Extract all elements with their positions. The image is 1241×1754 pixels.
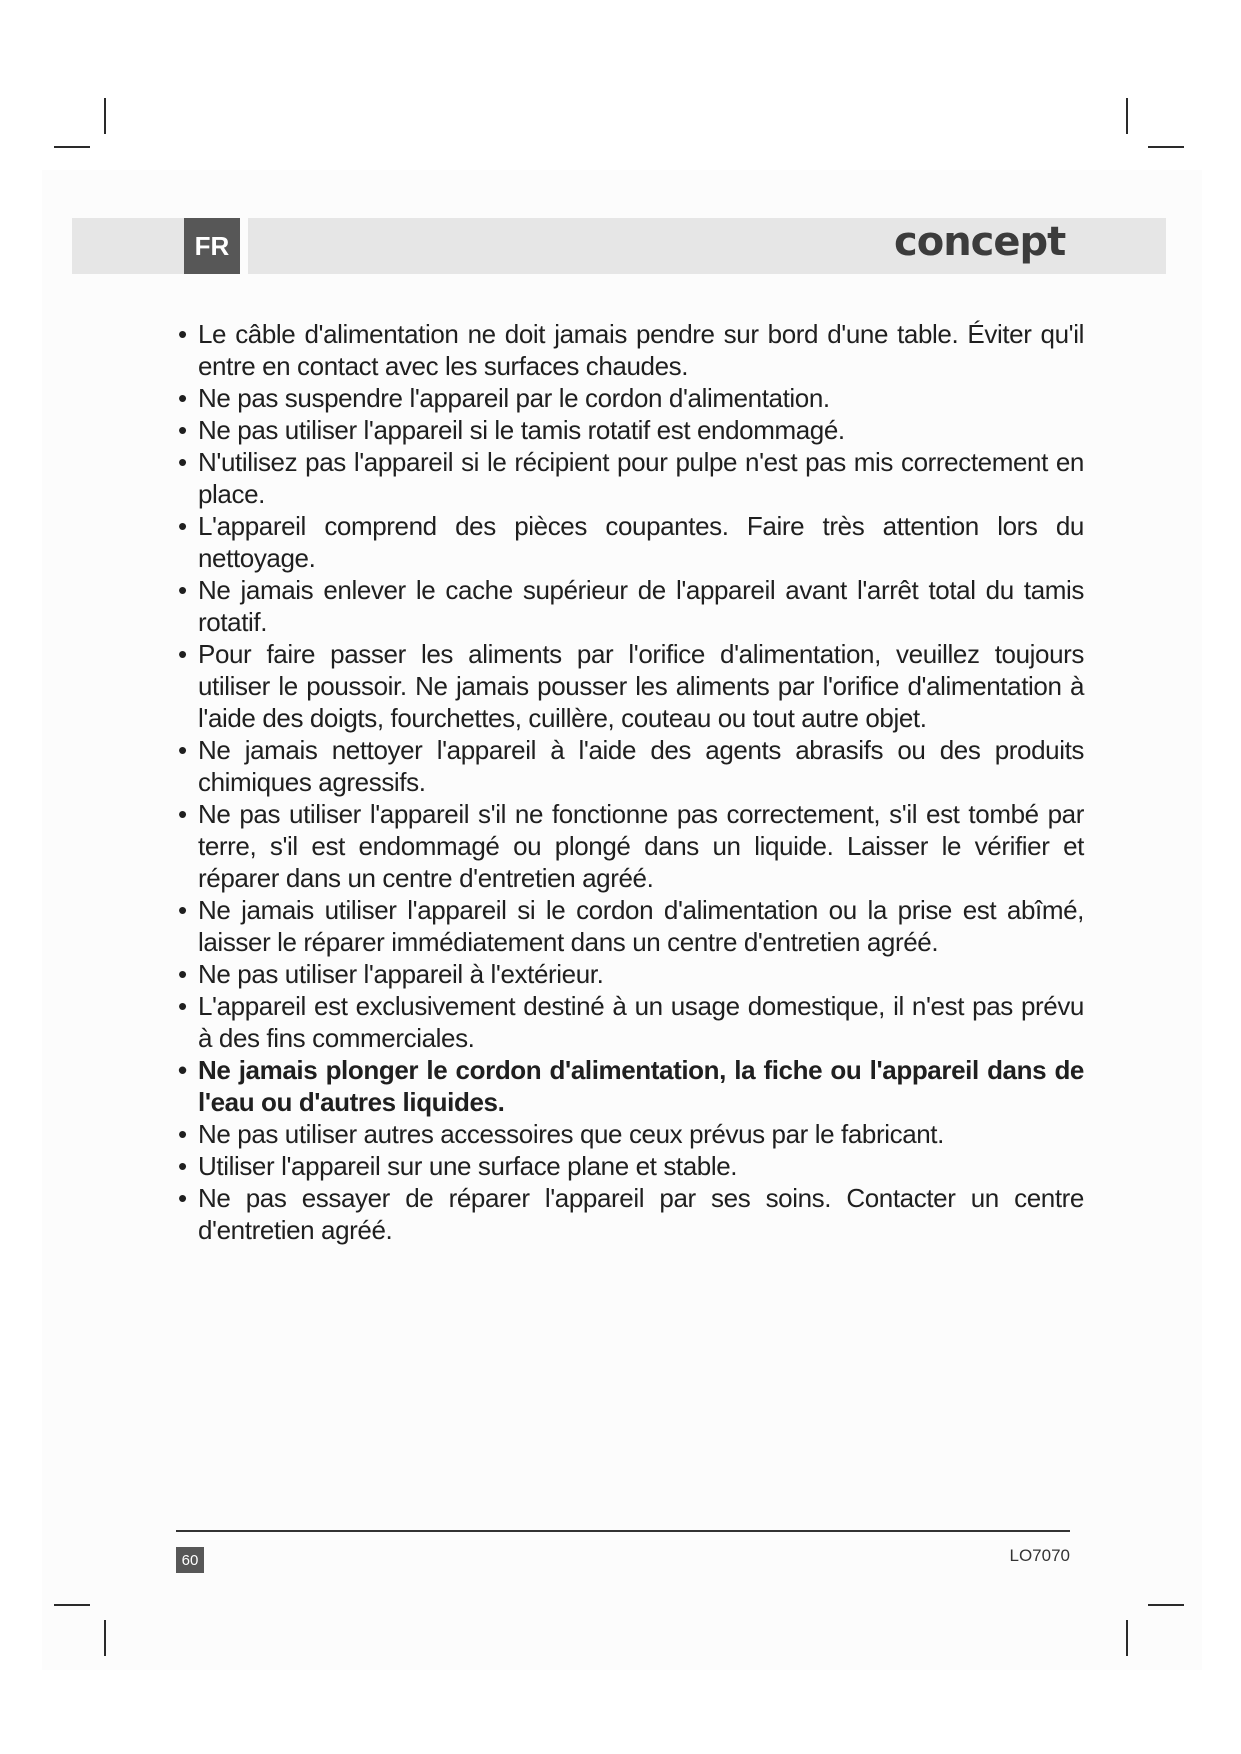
crop-mark: [54, 146, 90, 148]
list-item-text: L'appareil est exclusivement destiné à un usage domestique, il n'est pas prévu à des fins commerciales.: [198, 991, 1084, 1053]
page-number: 60: [176, 1547, 204, 1573]
crop-mark: [104, 98, 106, 134]
bullet-icon: •: [178, 415, 187, 445]
list-item: [178, 510, 1084, 574]
list-item: [178, 798, 1084, 894]
bullet-icon: •: [178, 1119, 187, 1149]
bullet-icon: •: [178, 799, 187, 829]
bullet-icon: •: [178, 735, 187, 765]
crop-mark: [104, 1620, 106, 1656]
bullet-icon: •: [178, 639, 187, 669]
bullet-icon: •: [178, 447, 187, 477]
bullet-icon: •: [178, 383, 187, 413]
bullet-icon: •: [178, 319, 187, 349]
list-item-text: Ne jamais plonger le cordon d'alimentation, la fiche ou l'appareil dans de l'eau ou d'autres liquides.: [198, 1055, 1084, 1117]
list-item-text: Utiliser l'appareil sur une surface plane et stable.: [198, 1151, 738, 1181]
list-item-text: Ne pas utiliser l'appareil si le tamis rotatif est endommagé.: [198, 415, 845, 445]
header-divider: [240, 218, 248, 274]
list-item: [178, 318, 1084, 382]
list-item-text: Ne pas essayer de réparer l'appareil par ses soins. Contacter un centre d'entretien agréé.: [198, 1183, 1084, 1245]
list-item-text: Ne jamais utiliser l'appareil si le cordon d'alimentation ou la prise est abîmé, laisser le réparer immédiatement dans un centre d'entretien agréé.: [198, 895, 1084, 957]
bullet-icon: •: [178, 1151, 187, 1181]
crop-mark: [1148, 1604, 1184, 1606]
list-item-text: N'utilisez pas l'appareil si le récipient pour pulpe n'est pas mis correctement en place.: [198, 447, 1084, 509]
list-item-text: Ne pas utiliser l'appareil s'il ne fonctionne pas correctement, s'il est tombé par terre, s'il est endommagé ou plongé dans un liquide. Laisser le vérifier et réparer dans un centre d'entretien agréé.: [198, 799, 1084, 893]
crop-mark: [1126, 1620, 1128, 1656]
model-number: LO7070: [1009, 1546, 1070, 1565]
list-item-text: Ne pas suspendre l'appareil par le cordon d'alimentation.: [198, 383, 830, 413]
crop-mark: [1126, 98, 1128, 134]
list-item-warning: [178, 1054, 1084, 1118]
list-item: [178, 446, 1084, 510]
list-item-text: Ne pas utiliser autres accessoires que ceux prévus par le fabricant.: [198, 1119, 944, 1149]
list-item: [178, 1118, 1084, 1150]
list-item-text: Ne jamais enlever le cache supérieur de l'appareil avant l'arrêt total du tamis rotatif.: [198, 575, 1084, 637]
crop-mark: [54, 1604, 90, 1606]
list-item: [178, 1182, 1084, 1246]
safety-instructions-list: [178, 318, 1084, 1246]
bullet-icon: •: [178, 959, 187, 989]
list-item-text: Pour faire passer les aliments par l'orifice d'alimentation, veuillez toujours utiliser le poussoir. Ne jamais pousser les aliments par l'orifice d'alimentation à l'aide des doigts, fourchettes, cuillère, couteau ou tout autre objet.: [198, 639, 1084, 733]
list-item: [178, 414, 1084, 446]
bullet-icon: •: [178, 895, 187, 925]
bullet-icon: •: [178, 575, 187, 605]
list-item: [178, 894, 1084, 958]
footer-divider: [176, 1530, 1070, 1532]
bullet-icon: •: [178, 511, 187, 541]
bullet-icon: •: [178, 1183, 187, 1213]
list-item-text: Ne jamais nettoyer l'appareil à l'aide des agents abrasifs ou des produits chimiques agressifs.: [198, 735, 1084, 797]
list-item: [178, 574, 1084, 638]
language-badge: FR: [184, 218, 240, 274]
bullet-icon: •: [178, 991, 187, 1021]
list-item: [178, 734, 1084, 798]
list-item: [178, 382, 1084, 414]
list-item: [178, 958, 1084, 990]
list-item-text: Ne pas utiliser l'appareil à l'extérieur.: [198, 959, 604, 989]
list-item-text: L'appareil comprend des pièces coupantes. Faire très attention lors du nettoyage.: [198, 511, 1084, 573]
crop-mark: [1148, 146, 1184, 148]
list-item: [178, 1150, 1084, 1182]
list-item: [178, 990, 1084, 1054]
list-item: [178, 638, 1084, 734]
brand-logo: concept: [894, 219, 1066, 265]
bullet-icon: •: [178, 1055, 187, 1085]
list-item-text: Le câble d'alimentation ne doit jamais pendre sur bord d'une table. Éviter qu'il entre en contact avec les surfaces chaudes.: [198, 319, 1084, 381]
